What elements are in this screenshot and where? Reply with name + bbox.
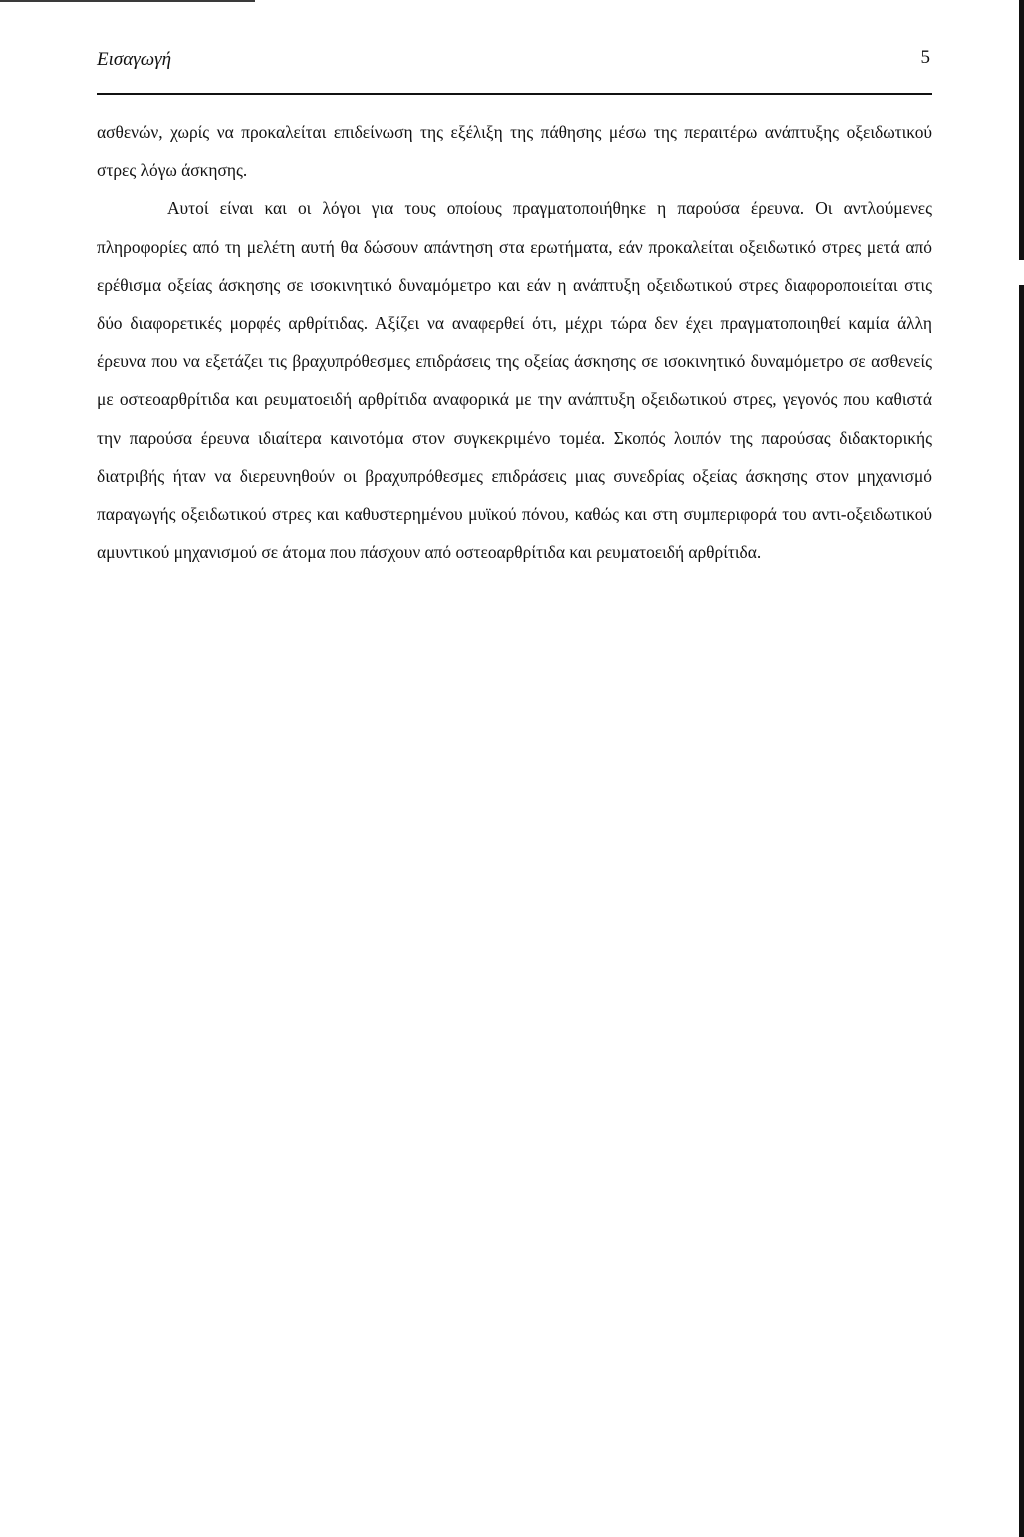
running-header xyxy=(97,48,932,78)
scan-artifact-right-edge xyxy=(1018,0,1024,1537)
header-rule xyxy=(97,93,932,95)
scan-edge-dark-segment xyxy=(1019,285,1024,1537)
page-number: 5 xyxy=(920,47,930,68)
paragraph: Αυτοί είναι και οι λόγοι για τους οποίους πραγματοποιήθηκε η παρούσα έρευνα. Οι αντλούμενες πληροφορίες από τη μελέτη αυτή θα δώσουν απάντηση στα ερωτήματα, εάν προκαλείται οξειδωτικό στρες μετά από ερέθισμα οξείας άσκησης σε ισοκινητικό δυναμόμετρο και εάν η ανάπτυξη οξειδωτικού στρες διαφοροποιείται στις δύο διαφορετικές μορφές αρθρίτιδας. Αξίζει να αναφερθεί ότι, μέχρι τώρα δεν έχει πραγματοποιηθεί καμία άλλη έρευνα που να εξετάζει τις βραχυπρόθεσμες επιδράσεις της οξείας άσκησης σε ισοκινητικό δυναμόμετρο σε ασθενείς με οστεοαρθρίτιδα και ρευματοειδή αρθρίτιδα αναφορικά με την ανάπτυξη οξειδωτικού στρες, γεγονός που καθιστά την παρούσα έρευνα ιδιαίτερα καινοτόμα στον συγκεκριμένο τομέα. Σκοπός λοιπόν της παρούσας διδακτορικής διατριβής ήταν να διερευνηθούν οι βραχυπρόθεσμες επιδράσεις μιας συνεδρίας οξείας άσκησης στον μηχανισμό παραγωγής οξειδωτικού στρες και καθυστερημένου μυϊκού πόνου, καθώς και στη συμπεριφορά του αντι-οξειδωτικού αμυντικού μηχανισμού σε άτομα που πάσχουν από οστεοαρθρίτιδα και ρευματοειδή αρθρίτιδα. xyxy=(97,198,932,563)
chapter-title: Εισαγωγή xyxy=(97,49,172,70)
body-text xyxy=(97,113,932,571)
scan-artifact-top-line xyxy=(0,0,255,2)
paragraph: ασθενών, χωρίς να προκαλείται επιδείνωση της εξέλιξη της πάθησης μέσω της περαιτέρω ανάπτυξης οξειδωτικού στρες λόγω άσκησης. xyxy=(97,122,932,181)
scan-edge-dark-segment xyxy=(1019,0,1024,260)
